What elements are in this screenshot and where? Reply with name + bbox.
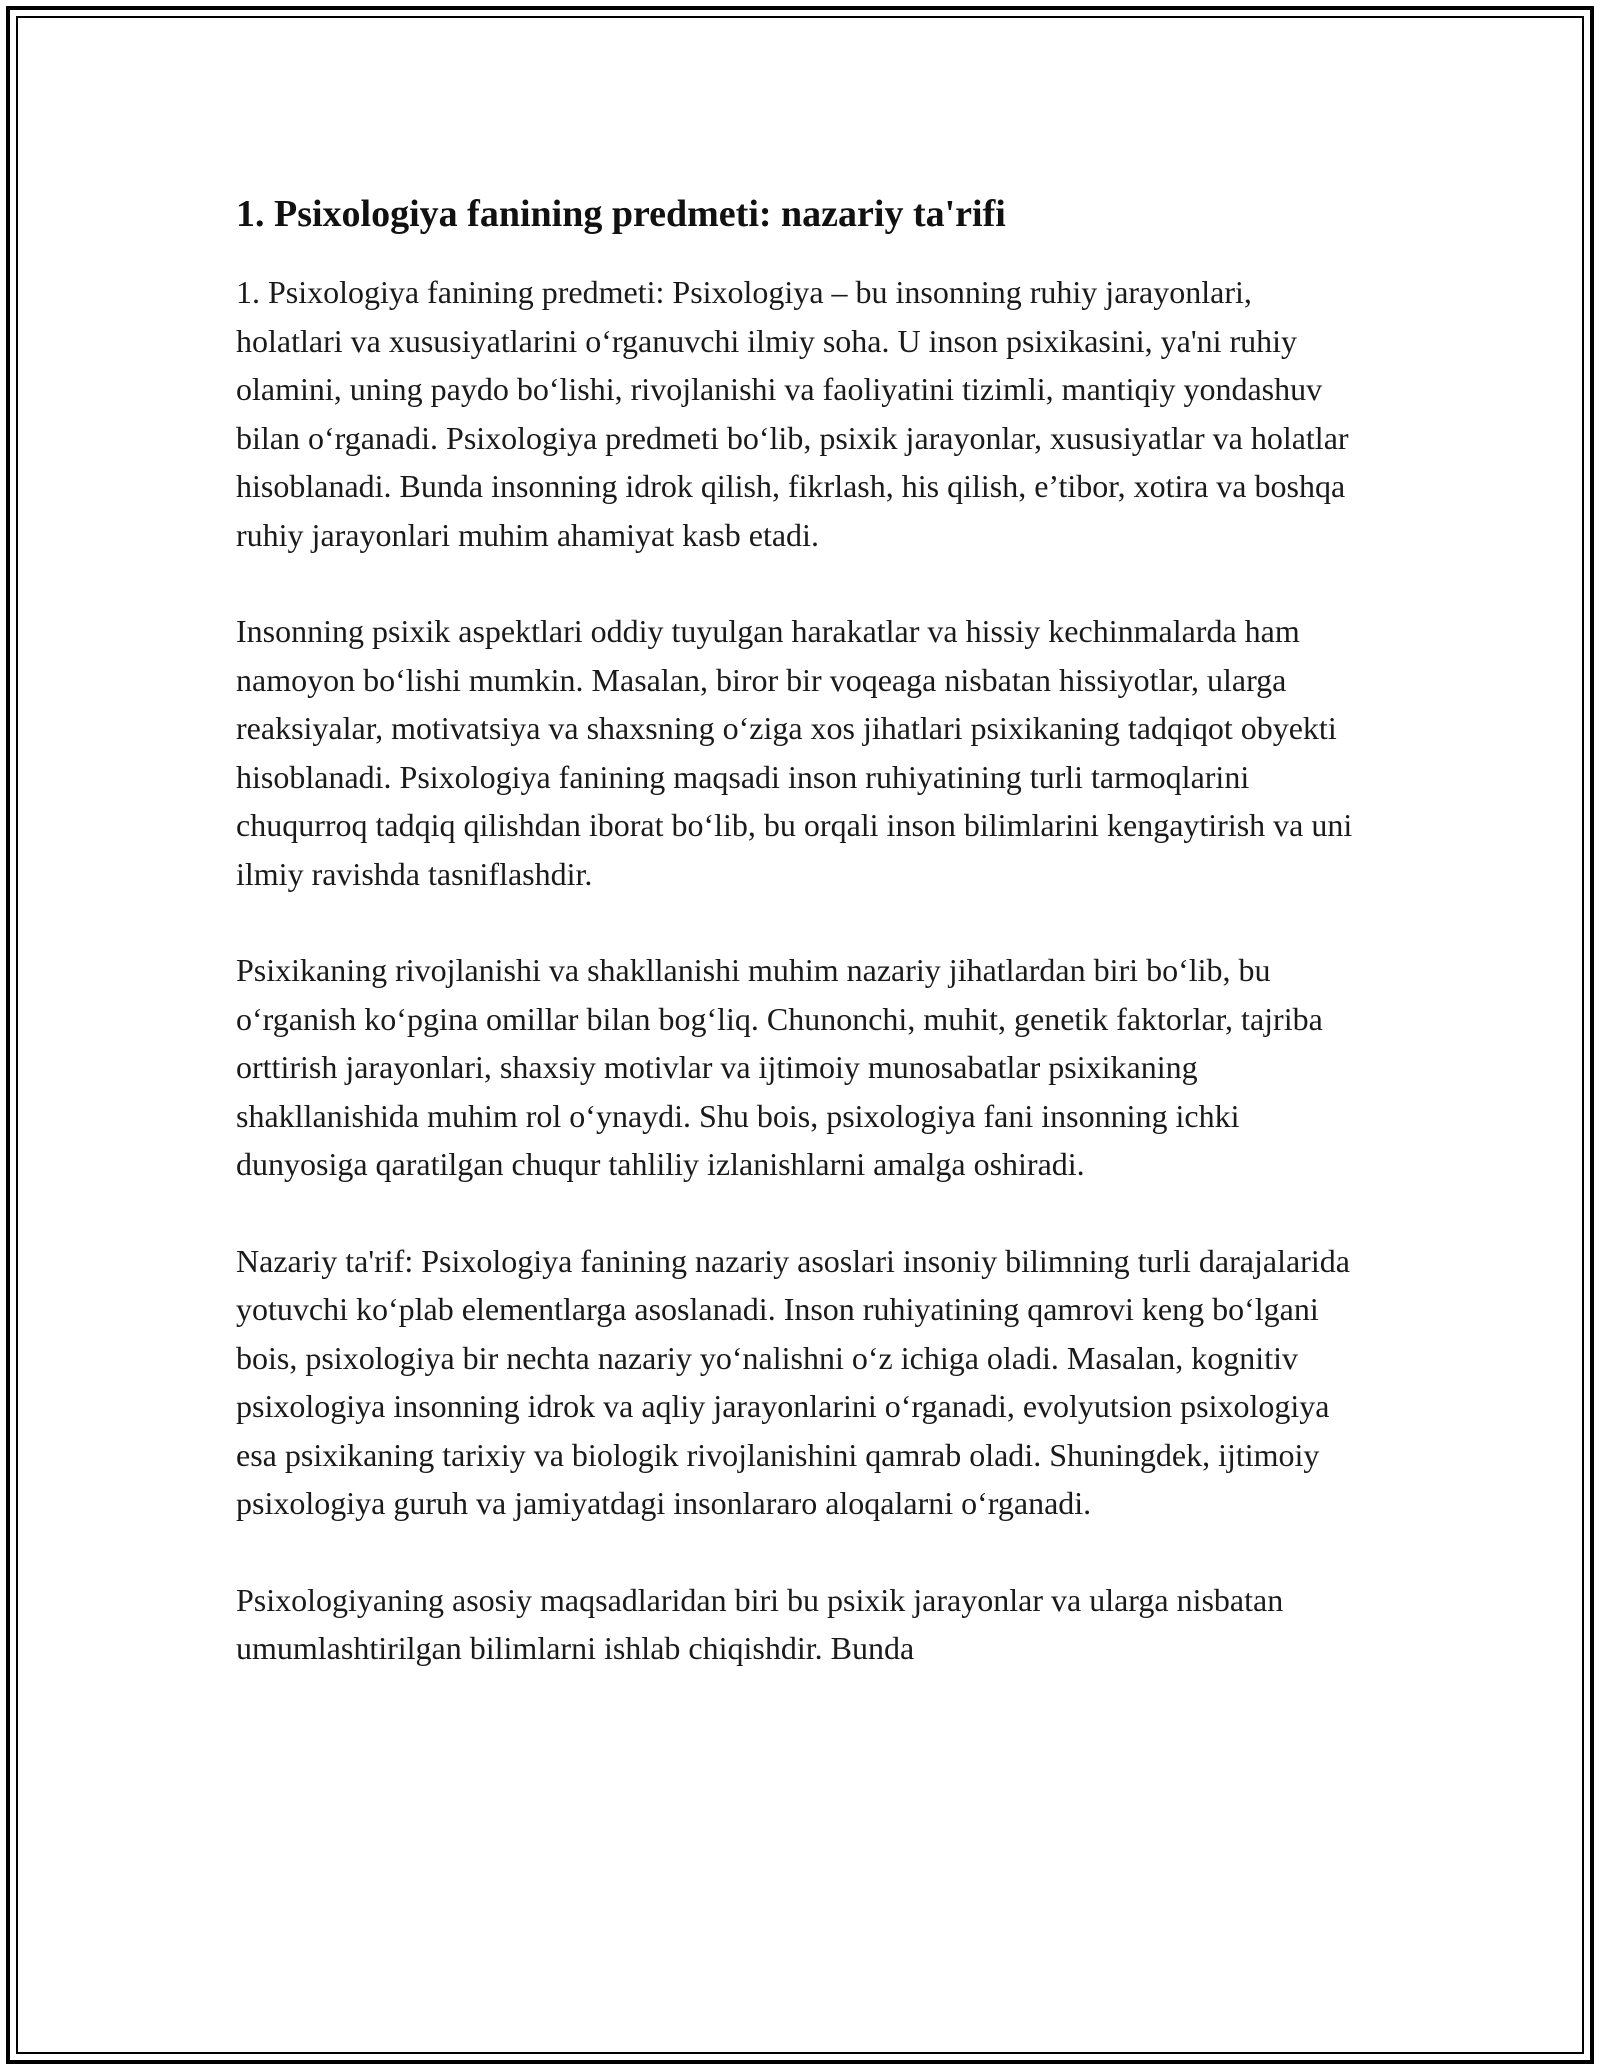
paragraph-1: 1. Psixologiya fanining predmeti: Psixologiya – bu insonning ruhiy jarayonlari, holatlari va xususiyatlarini o‘rganuvchi ilmiy soha. U inson psixikasini, ya'ni ruhiy olamini, uning paydo bo‘lishi, rivojlanishi va faoliyatini tizimli, mantiqiy yondashuv bilan o‘rganadi. Psixologiya predmeti bo‘lib, psixik jarayonlar, xususiyatlar va holatlar hisoblanadi. Bunda insonning idrok qilish, fikrlash, his qilish, e’tibor, xotira va boshqa ruhiy jarayonlari muhim ahamiyat kasb etadi. xyxy=(236,274,1349,553)
document-body xyxy=(236,186,1366,1673)
paragraph-4: Nazariy ta'rif: Psixologiya fanining nazariy asoslari insoniy bilimning turli darajalarida yotuvchi ko‘plab elementlarga asoslanadi. Inson ruhiyatining qamrovi keng bo‘lgani bois, psixologiya bir nechta nazariy yo‘nalishni o‘z ichiga oladi. Masalan, kognitiv psixologiya insonning idrok va aqliy jarayonlarini o‘rganadi, evolyutsion psixologiya esa psixikaning tarixiy va biologik rivojlanishini qamrab oladi. Shuningdek, ijtimoiy psixologiya guruh va jamiyatdagi insonlararo aloqalarni o‘rganadi. xyxy=(236,1242,1350,1521)
paragraph-5: Psixologiyaning asosiy maqsadlaridan biri bu psixik jarayonlar va ularga nisbatan umumlashtirilgan bilimlarni ishlab chiqishdir. Bunda xyxy=(236,1581,1284,1666)
paragraph-2: Insonning psixik aspektlari oddiy tuyulgan harakatlar va hissiy kechinmalarda ham namoyon bo‘lishi mumkin. Masalan, biror bir voqeaga nisbatan hissiyotlar, ularga reaksiyalar, motivatsiya va shaxsning o‘ziga xos jihatlari psixikaning tadqiqot obyekti hisoblanadi. Psixologiya fanining maqsadi inson ruhiyatining turli tarmoqlarini chuqurroq tadqiq qilishdan iborat bo‘lib, bu orqali inson bilimlarini kengaytirish va uni ilmiy ravishda tasniflashdir. xyxy=(236,613,1353,892)
document-title: 1. Psixologiya fanining predmeti: nazariy ta'rifi xyxy=(236,193,1006,235)
paragraph-3: Psixikaning rivojlanishi va shakllanishi muhim nazariy jihatlardan biri bo‘lib, bu o‘rganish ko‘pgina omillar bilan bog‘liq. Chunonchi, muhit, genetik faktorlar, tajriba orttirish jarayonlari, shaxsiy motivlar va ijtimoiy munosabatlar psixikaning shakllanishida muhim rol o‘ynaydi. Shu bois, psixologiya fani insonning ichki dunyosiga qaratilgan chuqur tahliliy izlanishlarni amalga oshiradi. xyxy=(236,952,1323,1182)
